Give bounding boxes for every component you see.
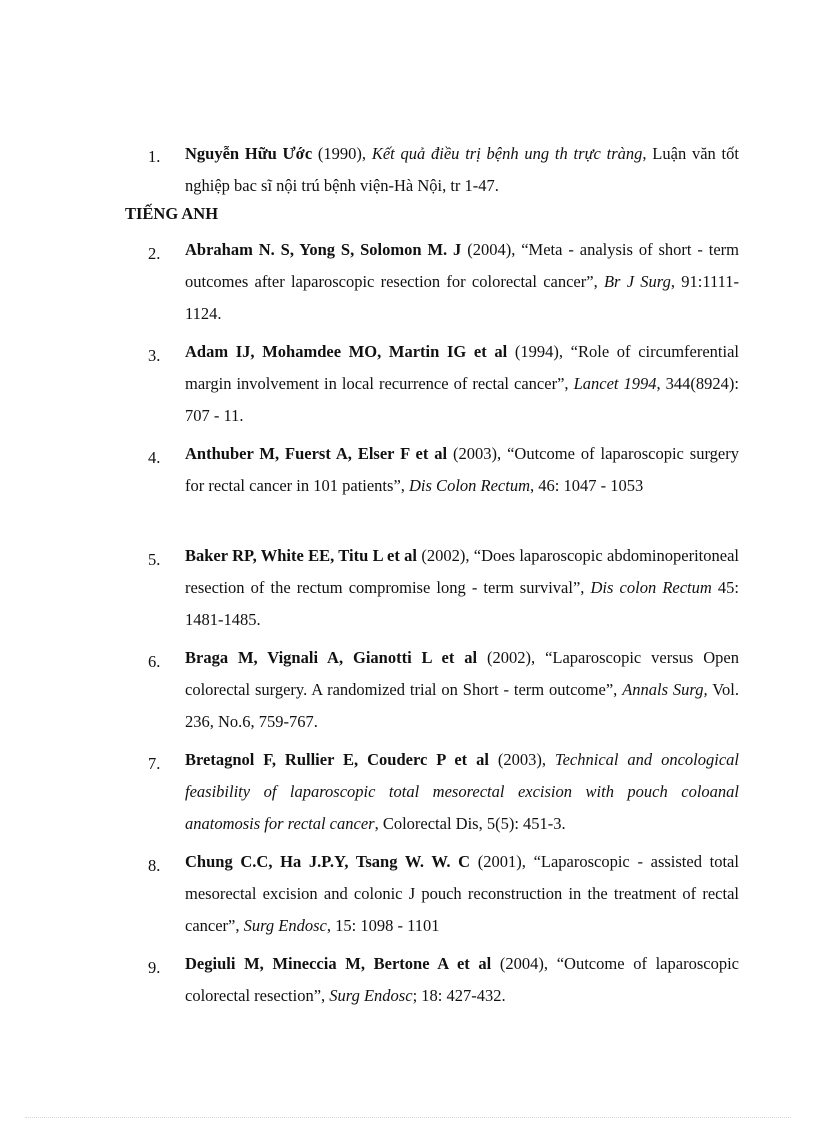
ref-journal: Dis Colon Rectum [409, 476, 531, 495]
ref-authors: Abraham N. S, Yong S, Solomon M. J [185, 240, 462, 259]
ref-title: “Outcome of laparoscopic surgery for rectal cancer in 101 patients”, [185, 444, 739, 495]
ref-year: (2003), [447, 444, 508, 463]
ref-authors: Adam IJ, Mohamdee MO, Martin IG et al [185, 342, 508, 361]
ref-year: (2004), [491, 954, 557, 973]
page-bottom-divider [25, 1117, 791, 1118]
ref-journal: Annals Surg, [622, 680, 708, 699]
section-heading: TIẾNG ANH [125, 204, 219, 223]
ref-title: “Meta - analysis of short - term outcomes after laparoscopic resection for colorectal cancer”, [185, 240, 739, 291]
ref-title: Technical and oncological feasibility of laparoscopic total mesorectal excision with pouch coloanal anatomosis for rectal cancer [185, 750, 739, 833]
ref-rest: , 15: 1098 - 1101 [326, 916, 440, 935]
ref-year: (1990), [312, 144, 372, 163]
ref-authors: Chung C.C, Ha J.P.Y, Tsang W. W. C [185, 852, 471, 871]
ref-title: “Laparoscopic versus Open colorectal surgery. A randomized trial on Short - term outcome”, [185, 648, 739, 699]
ref-journal: Surg Endosc [243, 916, 327, 935]
ref-rest: 45: 1481-1485. [185, 578, 739, 629]
ref-year: (2001), [470, 852, 534, 871]
ref-title: “Outcome of laparoscopic colorectal resection”, [185, 954, 739, 1005]
ref-journal: Dis colon Rectum [590, 578, 712, 597]
ref-authors: Anthuber M, Fuerst A, Elser F et al [185, 444, 448, 463]
ref-title: Kết quả điều trị bệnh ung th trực tràng [371, 144, 643, 163]
ref-rest: , 344(8924): 707 - 11. [185, 374, 739, 425]
ref-number: 5. [148, 550, 161, 569]
reference-item [185, 948, 739, 1012]
ref-year: (2002), [417, 546, 474, 565]
ref-authors: Braga M, Vignali A, Gianotti L et al [185, 648, 478, 667]
ref-journal: Surg Endosc [329, 986, 413, 1005]
ref-authors: Bretagnol F, Rullier E, Couderc P et al [185, 750, 489, 769]
ref-number: 2. [148, 244, 161, 263]
ref-rest: , 46: 1047 - 1053 [530, 476, 644, 495]
ref-number: 4. [148, 448, 161, 467]
reference-item [185, 138, 739, 202]
ref-rest: ; 18: 427-432. [412, 986, 506, 1005]
ref-title: “Role of circumferential margin involvement in local recurrence of rectal cancer”, [185, 342, 739, 393]
ref-year: (2004), [461, 240, 522, 259]
ref-authors: Baker RP, White EE, Titu L et al [185, 546, 417, 565]
ref-rest: , 91:1111-1124. [185, 272, 739, 323]
ref-journal: Br J Surg [603, 272, 671, 291]
ref-number: 6. [148, 652, 161, 671]
ref-title: “Does laparoscopic abdominoperitoneal resection of the rectum compromise long - term survival”, [185, 546, 739, 597]
reference-item [185, 744, 739, 840]
ref-authors: Nguyễn Hữu Ước [185, 144, 313, 163]
ref-number: 8. [148, 856, 161, 875]
ref-title: “Laparoscopic - assisted total mesorectal excision and colonic J pouch reconstruction in the treatment of rectal cancer”, [185, 852, 739, 935]
reference-item [185, 336, 739, 432]
reference-item [185, 438, 739, 502]
ref-number: 9. [148, 958, 161, 977]
ref-number: 3. [148, 346, 161, 365]
reference-item [185, 234, 739, 330]
ref-number: 1. [148, 147, 161, 166]
ref-year: (2003), [488, 750, 555, 769]
ref-year: (1994), [507, 342, 571, 361]
reference-item [185, 846, 739, 942]
ref-rest: , Colorectal Dis, 5(5): 451-3. [374, 814, 566, 833]
ref-journal: Lancet 1994 [573, 374, 657, 393]
ref-number: 7. [148, 754, 161, 773]
reference-item [185, 642, 739, 738]
ref-rest: , Luận văn tốt nghiệp bac sĩ nội trú bệnh viện-Hà Nội, tr 1-47. [185, 144, 739, 195]
reference-item [185, 540, 739, 636]
ref-rest: Vol. 236, No.6, 759-767. [185, 680, 739, 731]
ref-authors: Degiuli M, Mineccia M, Bertone A et al [185, 954, 492, 973]
ref-year: (2002), [477, 648, 546, 667]
